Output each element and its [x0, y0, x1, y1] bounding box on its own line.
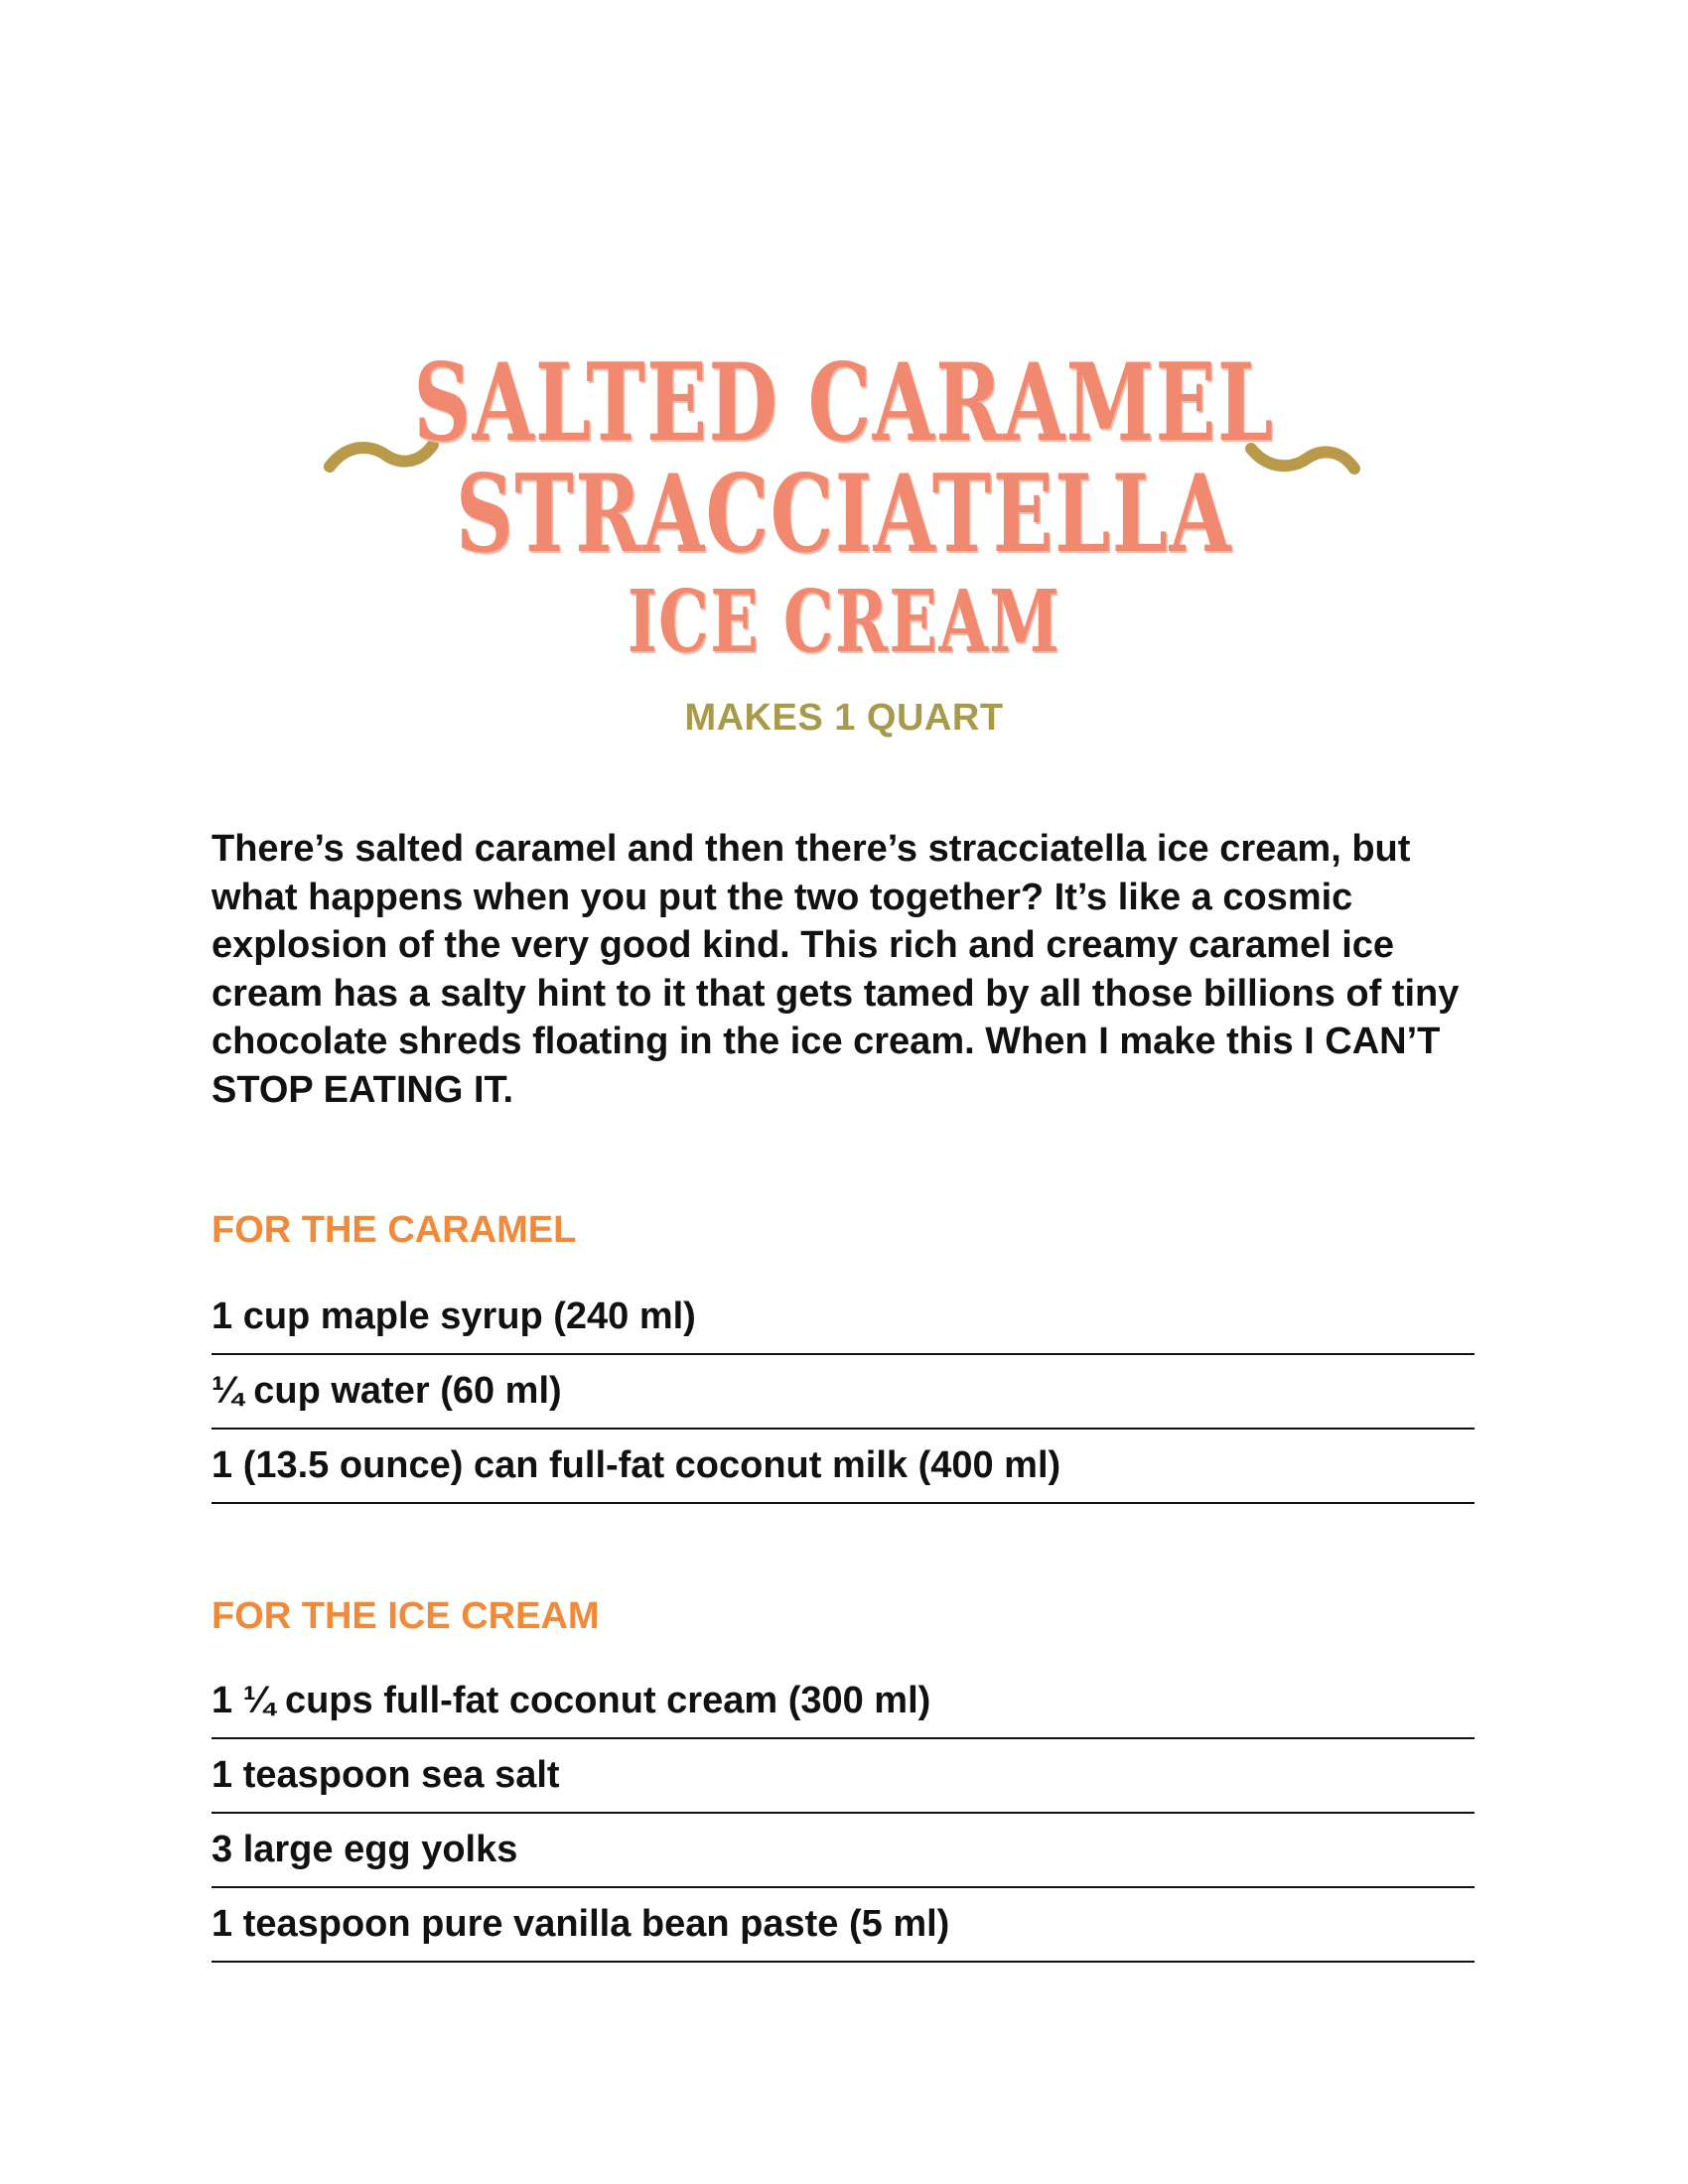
recipe-yield: MAKES 1 QUART [684, 697, 1004, 739]
ingredient-item: 1 cup maple syrup (240 ml) [211, 1281, 1475, 1355]
ingredient-item: ¼ cup water (60 ml) [211, 1355, 1475, 1430]
ingredient-item: 3 large egg yolks [211, 1814, 1475, 1888]
ingredient-item: 1 teaspoon pure vanilla bean paste (5 ml) [211, 1888, 1475, 1963]
ingredient-item: 1 teaspoon sea salt [211, 1739, 1475, 1814]
ingredient-list-caramel [211, 1281, 1475, 1504]
title-line-1: SALTED CARAMEL [413, 341, 1275, 466]
section-heading-ice-cream: FOR THE ICE CREAM [211, 1595, 600, 1637]
ingredient-list-ice-cream [211, 1665, 1475, 1963]
ingredient-item: 1 (13.5 ounce) can full-fat coconut milk (400 ml) [211, 1430, 1475, 1504]
title-line-2: STRACCIATELLA [456, 452, 1232, 577]
title-line-3: ICE CREAM [627, 572, 1061, 672]
recipe-intro: There’s salted caramel and then there’s stracciatella ice cream, but what happens when you put the two together? It’s like a cosmic explosion of the very good kind. This rich and creamy caramel ice cream has a salty hint to it that gets tamed by all those billions of tiny chocolate shreds floating in the ice cream. When I make this I CAN’T STOP EATING IT. [211, 828, 1460, 1111]
section-heading-caramel: FOR THE CARAMEL [211, 1209, 577, 1251]
ingredient-item: 1 ¼ cups full-fat coconut cream (300 ml) [211, 1665, 1475, 1739]
